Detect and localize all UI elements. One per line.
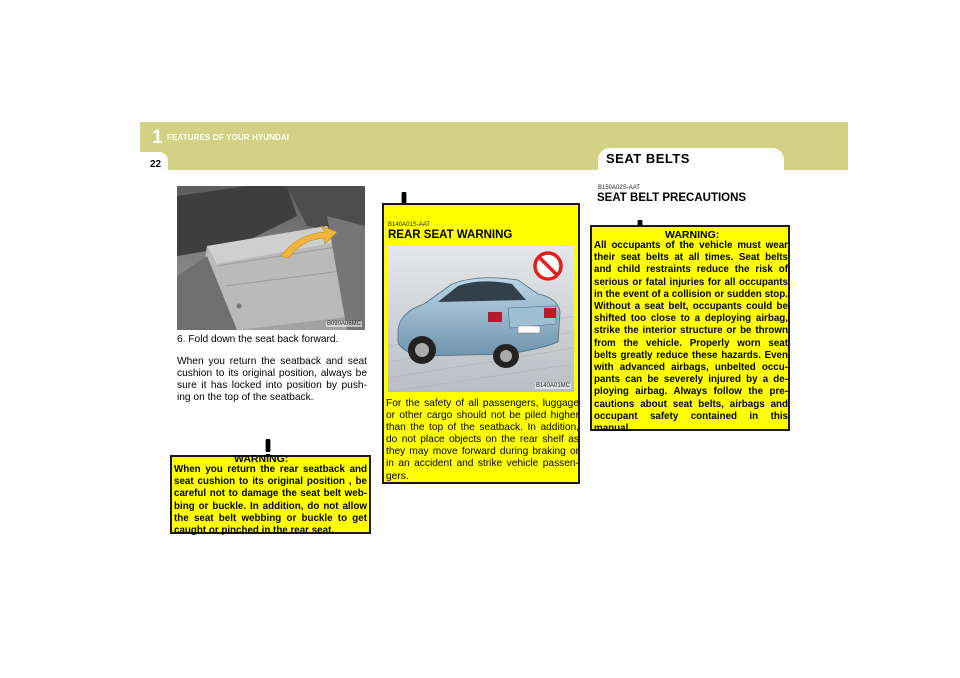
seatback-return-paragraph: When you return the seatback and seat cushion to its original position, always be sure it has locked into position by push-ing on the top of the seatback. <box>177 356 367 404</box>
step-instruction: 6. Fold down the seat back forward. <box>177 334 339 345</box>
section-title: SEAT BELTS <box>606 151 690 166</box>
section-code: B150A02S-AAT <box>598 185 640 191</box>
page-number: 22 <box>150 159 162 170</box>
photo-code: B140A01MC <box>535 383 570 389</box>
folded-rear-seat-photo <box>177 186 365 330</box>
photo-code: B090A06MC <box>326 321 361 327</box>
folded-rear-seat-illustration <box>177 186 365 330</box>
section-code: B140A01S-AAT <box>388 222 430 228</box>
warning-text: All occupants of the vehicle must wear their seat belts at all times. Seat belts and child restraints reduce the risk of serious or fatal injuries for all occupants in the event of a collision or sudden stop. Without a seat belt, occupants could be shifted too close to a deploying airbag, strike the interior structure or be thrown from the vehicle. Properly worn seat belts greatly reduce these hazards. Even with advanced airbags, unbelted occu-pants can be severely injured by a de-ploying airbag. Always follow the pre-cautions about seat belts, airbags and occupant safety contained in this manual. <box>594 240 788 435</box>
warning-label: WARNING: <box>665 229 720 241</box>
rear-seat-warning-text: For the safety of all passengers, luggage or other cargo should not be piled higher than the top of the seatback. In addition, do not place objects on the rear shelf as they may move forward during braking or in an accident and strike vehicle passen-gers. <box>386 398 579 482</box>
seatback-warning-box <box>170 453 371 537</box>
rear-seat-warning-heading: REAR SEAT WARNING <box>388 229 513 241</box>
seat-belt-precautions-heading: SEAT BELT PRECAUTIONS <box>597 192 747 204</box>
sedan-illustration <box>388 246 574 392</box>
chapter-title: FEATURES OF YOUR HYUNDAI <box>167 133 290 142</box>
warning-text: When you return the rear seatback and seat cushion to its original position , be careful not to damage the seat belt web-bing or buckle. In addition, do not allow the seat belt webbing or buckle to get caught or pinched in the rear seat. <box>174 464 367 537</box>
sedan-rear-photo <box>388 246 574 392</box>
seat-belt-warning-box <box>590 225 790 435</box>
warning-label: WARNING: <box>234 453 289 465</box>
chapter-number: 1 <box>152 127 163 148</box>
